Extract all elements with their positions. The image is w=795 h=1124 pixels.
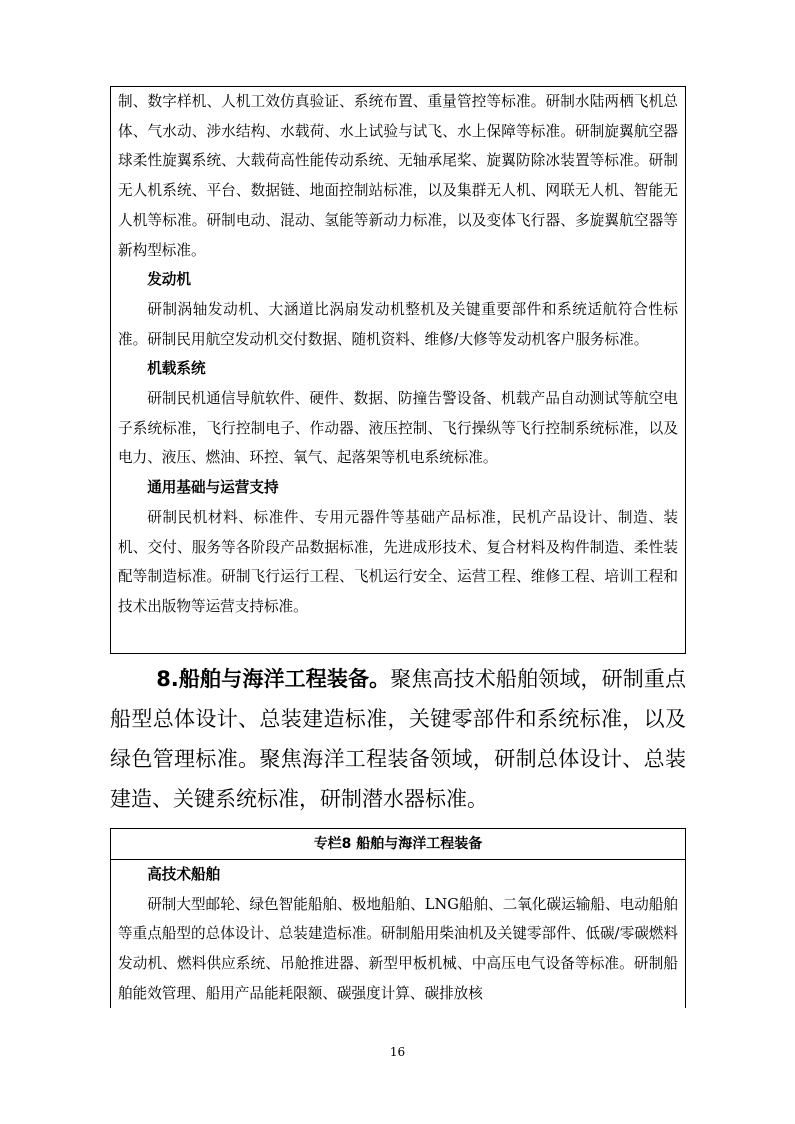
section-heading-general-support: 通用基础与运营支持 bbox=[147, 479, 279, 497]
section-heading-engine: 发动机 bbox=[147, 271, 191, 289]
section-text-airborne-systems: 研制民机通信导航软件、硬件、数据、防撞告警设备、机载产品自动测试等航空电子系统标准，飞行控制电子、作动器、液压控制、飞行操纵等飞行控制系统标准，以及电力、液压、燃油、环控、氧气、起落架等机电系统标准。 bbox=[118, 390, 678, 467]
body-paragraph-lead: 8.船舶与海洋工程装备。 bbox=[156, 667, 391, 691]
intro-paragraph: 制、数字样机、人机工效仿真验证、系统布置、重量管控等标准。研制水陆两栖飞机总体、气水动、涉水结构、水载荷、水上试验与试飞、水上保障等标准。研制旋翼航空器球柔性旋翼系统、大载荷高性能传动系统、无轴承尾桨、旋翼防除冰装置等标准。研制无人机系统、平台、数据链、地面控制站标准，以及集群无人机、网联无人机、智能无人机等标准。研制电动、混动、氢能等新动力标准，以及变体飞行器、多旋翼航空器等新构型标准。 bbox=[118, 93, 678, 259]
section-heading-high-tech-ships: 高技术船舶 bbox=[147, 866, 221, 883]
section-text-general-support: 研制民机材料、标准件、专用元器件等基础产品标准，民机产品设计、制造、装机、交付、服务等各阶段产品数据标准，先进成形技术、复合材料及构件制造、柔性装配等制造标准。研制飞行运行工程、飞机运行安全、运营工程、维修工程、培训工程和技术出版物等运营支持标准。 bbox=[118, 508, 678, 615]
column-box-title: 专栏8 船舶与海洋工程装备 bbox=[111, 829, 685, 860]
section-text-engine: 研制涡轴发动机、大涵道比涡扇发动机整机及关键重要部件和系统适航符合性标准。研制民用航空发动机交付数据、随机资料、维修/大修等发动机客户服务标准。 bbox=[118, 300, 678, 348]
section-text-high-tech-ships: 研制大型邮轮、绿色智能船舶、极地船舶、LNG船舶、二氧化碳运输船、电动船舶等重点船型的总体设计、总装建造标准。研制船用柴油机及关键零部件、低碳/零碳燃料发动机、燃料供应系统、吊舱推进器、新型甲板机械、中高压电气设备等标准。研制船舶能效管理、船用产品能耗限额、碳强度计算、碳排放核 bbox=[118, 895, 678, 1002]
page-number: 16 bbox=[389, 1045, 406, 1059]
column-box-ship-marine bbox=[110, 828, 686, 1008]
section-heading-airborne-systems: 机载系统 bbox=[147, 360, 206, 378]
body-paragraph-text: 聚焦高技术船舶领域，研制重点船型总体设计、总装建造标准，关键零部件和系统标准，以及绿色管理标准。聚焦海洋工程装备领域，研制总体设计、总装建造、关键系统标准，研制潜水器标准。 bbox=[110, 667, 687, 811]
body-paragraph-ship-marine bbox=[110, 659, 686, 819]
column-box-aviation-continued bbox=[110, 86, 686, 654]
